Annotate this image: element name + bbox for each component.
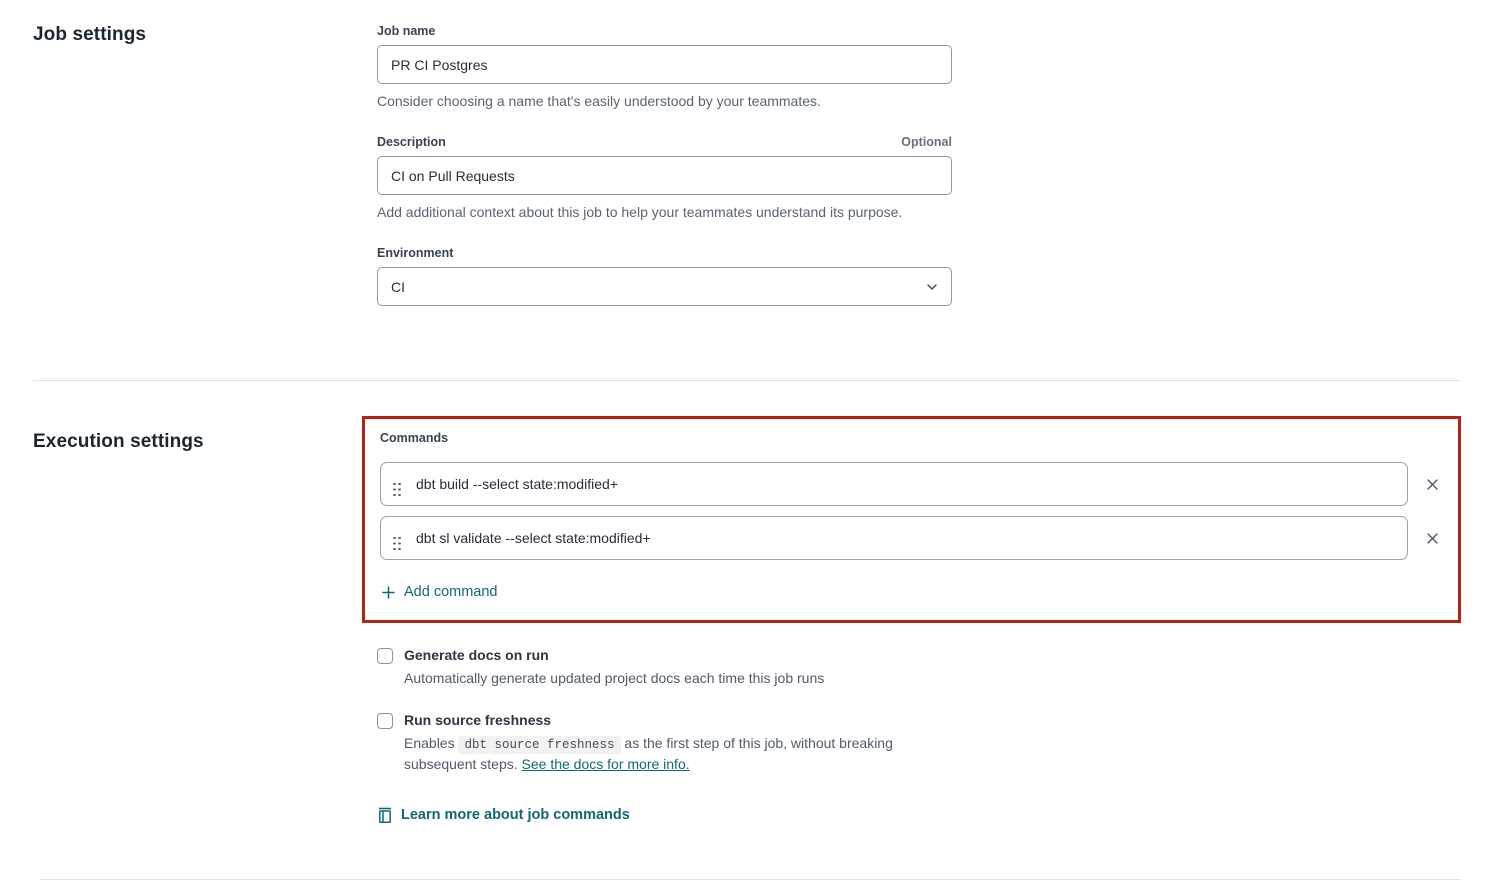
execution-settings-section	[33, 416, 1461, 829]
job-settings-form	[377, 24, 1461, 332]
command-row	[380, 516, 1443, 560]
command-input[interactable]	[380, 516, 1408, 560]
description-label: Description	[377, 135, 446, 149]
command-input[interactable]	[380, 462, 1408, 506]
run-source-freshness-checkbox[interactable]	[377, 713, 393, 729]
remove-command-button[interactable]	[1421, 527, 1443, 549]
job-settings-section	[33, 24, 1461, 332]
environment-field	[377, 246, 1461, 306]
commands-label: Commands	[380, 431, 449, 445]
execution-settings-form	[377, 416, 1461, 829]
environment-selected-value: CI	[391, 278, 405, 295]
freshness-desc-prefix: Enables	[404, 735, 459, 752]
run-source-freshness-row	[377, 712, 1461, 774]
run-source-freshness-text	[404, 712, 969, 774]
command-text: dbt build --select state:modified+	[416, 476, 618, 492]
environment-label: Environment	[377, 246, 454, 260]
run-source-freshness-label: Run source freshness	[404, 712, 552, 729]
description-field	[377, 135, 1461, 220]
remove-command-button[interactable]	[1421, 473, 1443, 495]
execution-settings-heading-col	[33, 416, 377, 453]
job-settings-heading: Job settings	[33, 24, 147, 45]
description-help: Add additional context about this job to help your teammates understand its purpose.	[377, 204, 903, 220]
job-name-help: Consider choosing a name that's easily understood by your teammates.	[377, 93, 821, 109]
job-name-field	[377, 24, 1461, 109]
generate-docs-row	[377, 647, 1461, 688]
job-name-input[interactable]	[377, 45, 952, 84]
chevron-down-icon	[926, 283, 938, 291]
command-text: dbt sl validate --select state:modified+	[416, 530, 651, 546]
description-optional-tag: Optional	[901, 135, 952, 149]
job-name-label: Job name	[377, 24, 436, 38]
generate-docs-text	[404, 647, 824, 688]
drag-handle-icon[interactable]	[393, 477, 401, 491]
command-row	[380, 462, 1443, 506]
environment-select[interactable]	[377, 267, 952, 306]
execution-settings-heading: Execution settings	[33, 431, 204, 452]
close-icon	[1425, 477, 1440, 492]
learn-more-link[interactable]	[378, 807, 630, 824]
book-icon	[378, 807, 392, 824]
run-source-freshness-description	[404, 733, 969, 774]
freshness-desc-middle: as the first step of this job, without breaking subsequent steps.	[404, 735, 893, 773]
freshness-code-snippet: dbt source freshness	[458, 736, 620, 754]
commands-highlight-panel	[362, 416, 1461, 623]
close-icon	[1425, 531, 1440, 546]
job-settings-heading-col	[33, 24, 377, 46]
generate-docs-label: Generate docs on run	[404, 647, 549, 663]
section-divider	[33, 380, 1461, 381]
add-command-button[interactable]	[382, 584, 498, 600]
generate-docs-description: Automatically generate updated project docs each time this job runs	[404, 670, 825, 686]
drag-handle-icon[interactable]	[393, 531, 401, 545]
see-docs-link[interactable]: See the docs for more info.	[521, 756, 690, 773]
generate-docs-checkbox[interactable]	[377, 648, 393, 664]
plus-icon	[382, 586, 395, 599]
learn-more-label: Learn more about job commands	[401, 807, 630, 824]
description-input[interactable]	[377, 156, 952, 195]
add-command-label: Add command	[404, 584, 498, 600]
